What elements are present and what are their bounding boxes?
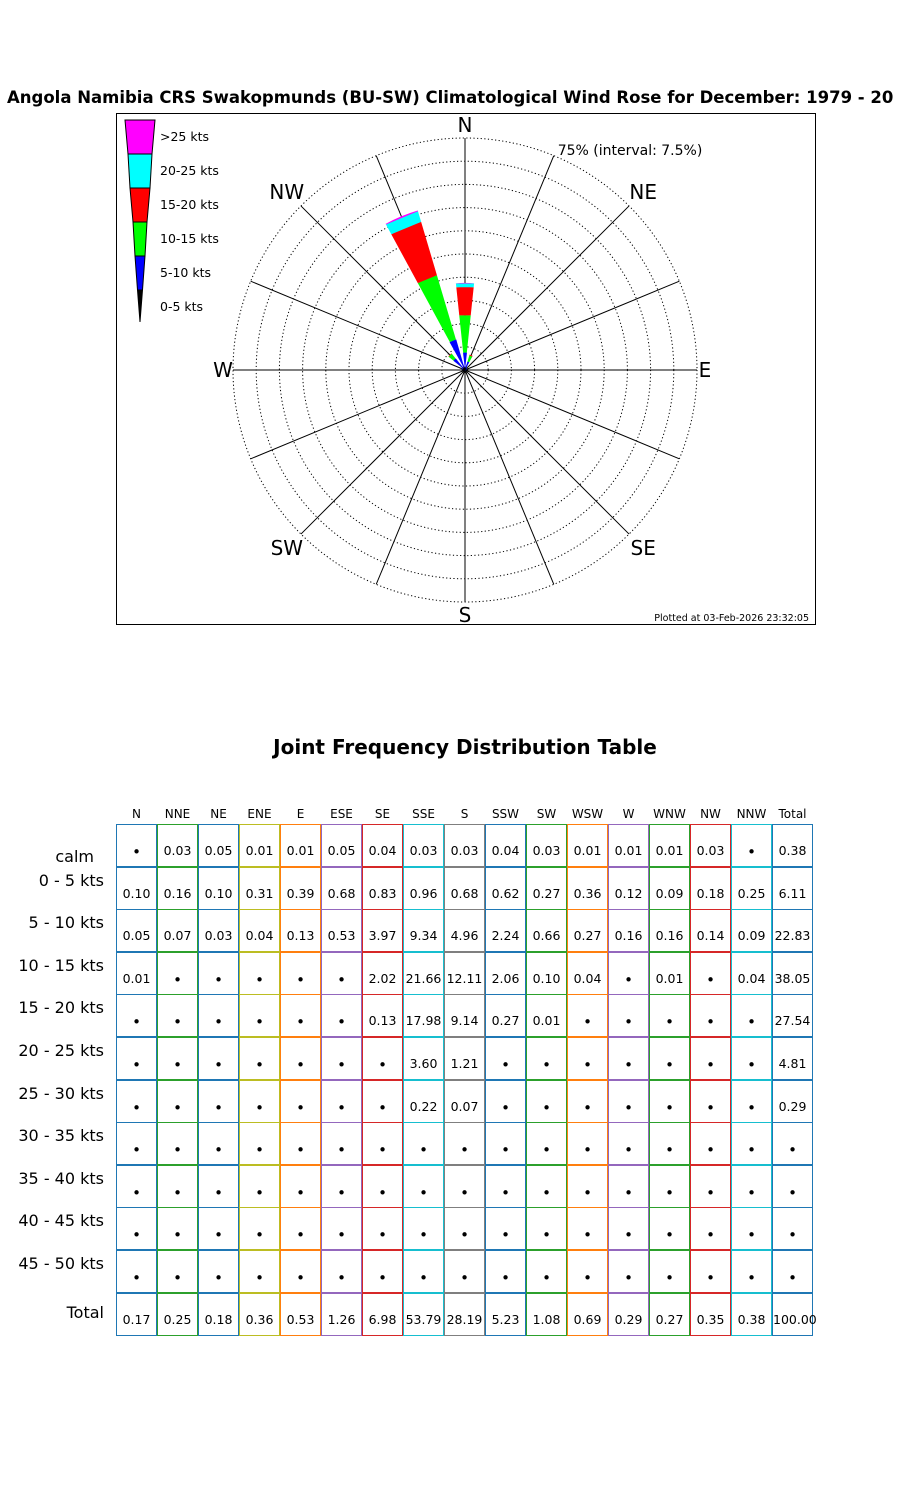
table-cell: • <box>280 1037 321 1080</box>
table-cell: 0.25 <box>157 1293 198 1336</box>
table-cell: • <box>116 1165 157 1208</box>
table-cell: 0.09 <box>731 909 772 952</box>
table-cell: 0.07 <box>157 909 198 952</box>
column-header: WNW <box>653 807 686 821</box>
table-cell: 100.00 <box>772 1293 813 1336</box>
table-cell: • <box>772 1165 813 1208</box>
table-cell: • <box>526 1165 567 1208</box>
table-cell: • <box>321 1250 362 1293</box>
table-cell: • <box>321 1122 362 1165</box>
table-cell: 28.19 <box>444 1293 485 1336</box>
petal-s-bin-3 <box>456 287 473 316</box>
table-cell: • <box>321 994 362 1037</box>
row-label: 40 - 45 kts <box>18 1211 104 1231</box>
column-header: Total <box>778 807 807 821</box>
table-cell: • <box>403 1207 444 1250</box>
table-cell: 3.60 <box>403 1037 444 1080</box>
table-cell: • <box>239 1207 280 1250</box>
wind-rose-chart <box>0 0 900 660</box>
table-cell: 0.18 <box>198 1293 239 1336</box>
table-cell: • <box>198 1165 239 1208</box>
table-cell: • <box>690 952 731 995</box>
legend-label: >25 kts <box>160 129 210 144</box>
table-cell: • <box>239 1037 280 1080</box>
table-cell: 0.31 <box>239 867 280 910</box>
row-label: 20 - 25 kts <box>18 1041 104 1060</box>
plot-timestamp: Plotted at 03-Feb-2026 23:32:05 <box>654 613 809 624</box>
table-cell: • <box>526 1250 567 1293</box>
table-cell: 9.34 <box>403 909 444 952</box>
table-cell: • <box>690 994 731 1037</box>
table-cell: • <box>157 1122 198 1165</box>
table-cell: 0.07 <box>444 1080 485 1123</box>
table-cell: • <box>649 1080 690 1123</box>
table-cell: • <box>280 1250 321 1293</box>
table-cell: 0.16 <box>649 909 690 952</box>
table-cell: • <box>321 952 362 995</box>
column-header: ESE <box>330 807 353 821</box>
table-cell: 0.04 <box>731 952 772 995</box>
table-cell: • <box>198 952 239 995</box>
table-cell: 0.01 <box>649 952 690 995</box>
table-cell: 27.54 <box>772 994 813 1037</box>
column-header: SSW <box>491 807 520 821</box>
table-cell: 0.27 <box>526 867 567 910</box>
petal-s-bin-4 <box>456 283 474 287</box>
row-label: Total <box>66 1302 104 1322</box>
table-cell: • <box>731 1080 772 1123</box>
table-cell: • <box>198 1207 239 1250</box>
table-cell: 0.39 <box>280 867 321 910</box>
table-cell: • <box>321 1207 362 1250</box>
table-cell: • <box>608 1080 649 1123</box>
table-cell: 6.98 <box>362 1293 403 1336</box>
table-cell: • <box>690 1250 731 1293</box>
table-cell: • <box>198 1037 239 1080</box>
table-cell: 0.53 <box>280 1293 321 1336</box>
compass-label-s: S <box>458 603 472 627</box>
table-cell: • <box>444 1250 485 1293</box>
table-cell: 0.96 <box>403 867 444 910</box>
table-cell: • <box>485 1080 526 1123</box>
table-cell: 0.29 <box>772 1080 813 1123</box>
column-header: ENE <box>247 807 272 821</box>
table-cell: 0.68 <box>444 867 485 910</box>
column-header: SSE <box>412 807 435 821</box>
table-cell: • <box>690 1122 731 1165</box>
table-cell: 0.22 <box>403 1080 444 1123</box>
table-cell: • <box>690 1080 731 1123</box>
table-cell: • <box>157 1165 198 1208</box>
table-cell: • <box>280 1080 321 1123</box>
table-cell: 4.81 <box>772 1037 813 1080</box>
table-cell: 0.01 <box>608 824 649 867</box>
table-cell: • <box>444 1207 485 1250</box>
table-cell: 0.68 <box>321 867 362 910</box>
table-cell: • <box>567 1080 608 1123</box>
table-cell: • <box>157 1207 198 1250</box>
table-cell: • <box>362 1165 403 1208</box>
row-label: 30 - 35 kts <box>18 1126 104 1146</box>
table-cell: • <box>157 1080 198 1123</box>
table-cell: • <box>731 1207 772 1250</box>
table-cell: 0.01 <box>239 824 280 867</box>
table-cell: 0.03 <box>403 824 444 867</box>
table-cell: • <box>772 1207 813 1250</box>
table-cell: • <box>731 1122 772 1165</box>
compass-label-e: E <box>698 358 712 382</box>
column-header: NNW <box>736 807 767 821</box>
table-cell: 0.83 <box>362 867 403 910</box>
table-cell: • <box>239 1165 280 1208</box>
table-cell: 0.13 <box>280 909 321 952</box>
table-cell: • <box>116 1207 157 1250</box>
table-cell: • <box>649 1207 690 1250</box>
table-cell: 0.10 <box>198 867 239 910</box>
table-cell: • <box>690 1037 731 1080</box>
legend-label: 20-25 kts <box>160 163 219 178</box>
table-cell: 0.04 <box>485 824 526 867</box>
table-cell: 0.27 <box>649 1293 690 1336</box>
table-cell: • <box>239 1250 280 1293</box>
table-cell: 0.01 <box>567 824 608 867</box>
table-cell: • <box>239 994 280 1037</box>
table-cell: 0.36 <box>567 867 608 910</box>
table-cell: • <box>362 1080 403 1123</box>
table-cell: • <box>280 952 321 995</box>
table-cell: 9.14 <box>444 994 485 1037</box>
table-cell: • <box>567 1207 608 1250</box>
legend-label: 15-20 kts <box>160 197 219 212</box>
table-cell: • <box>567 994 608 1037</box>
table-cell: 0.10 <box>526 952 567 995</box>
row-label: 35 - 40 kts <box>18 1168 104 1188</box>
table-cell: 53.79 <box>403 1293 444 1336</box>
table-cell: • <box>608 1207 649 1250</box>
table-cell: • <box>403 1250 444 1293</box>
table-cell: • <box>280 1122 321 1165</box>
legend-swatch-1 <box>128 154 152 188</box>
table-cell: • <box>444 1165 485 1208</box>
table-cell: • <box>649 1250 690 1293</box>
legend-label: 0-5 kts <box>160 299 204 314</box>
compass-label-n: N <box>457 113 473 137</box>
table-cell: • <box>731 824 772 867</box>
table-cell: • <box>731 1037 772 1080</box>
table-cell: 6.11 <box>772 867 813 910</box>
table-cell: • <box>608 1037 649 1080</box>
table-cell: 2.02 <box>362 952 403 995</box>
compass-label-sw: SW <box>270 536 304 561</box>
row-label: calm <box>55 847 94 866</box>
table-cell: • <box>403 1165 444 1208</box>
table-cell: 0.27 <box>485 994 526 1037</box>
table-cell: 0.29 <box>608 1293 649 1336</box>
table-cell: • <box>116 1250 157 1293</box>
table-cell: • <box>280 1207 321 1250</box>
table-cell: 0.01 <box>526 994 567 1037</box>
table-cell: • <box>690 1207 731 1250</box>
table-cell: • <box>608 1250 649 1293</box>
compass-label-w: W <box>213 358 233 382</box>
table-cell: 3.97 <box>362 909 403 952</box>
table-cell: 1.21 <box>444 1037 485 1080</box>
table-cell: • <box>362 1037 403 1080</box>
table-cell: • <box>608 952 649 995</box>
table-cell: 0.38 <box>772 824 813 867</box>
table-cell: • <box>567 1250 608 1293</box>
column-header: NNE <box>164 807 191 821</box>
table-cell: 0.03 <box>690 824 731 867</box>
row-label: 10 - 15 kts <box>18 955 104 975</box>
table-cell: 0.25 <box>731 867 772 910</box>
legend-swatch-0 <box>125 120 155 154</box>
table-cell: • <box>198 1122 239 1165</box>
row-label: 25 - 30 kts <box>18 1083 104 1103</box>
table-cell: • <box>731 1165 772 1208</box>
table-cell: 0.27 <box>567 909 608 952</box>
row-label: 45 - 50 kts <box>18 1254 104 1273</box>
table-cell: • <box>649 994 690 1037</box>
legend-swatch-2 <box>130 188 150 222</box>
table-cell: 0.12 <box>608 867 649 910</box>
table-cell: 1.26 <box>321 1293 362 1336</box>
table-cell: 22.83 <box>772 909 813 952</box>
table-cell: 0.04 <box>567 952 608 995</box>
table-cell: 21.66 <box>403 952 444 995</box>
table-cell: 0.53 <box>321 909 362 952</box>
table-cell: 0.10 <box>116 867 157 910</box>
table-cell: 0.05 <box>116 909 157 952</box>
table-cell: • <box>321 1037 362 1080</box>
column-header: S <box>460 807 469 821</box>
table-cell: • <box>280 1165 321 1208</box>
row-label: 0 - 5 kts <box>38 870 104 890</box>
table-cell: 0.03 <box>157 824 198 867</box>
table-cell: • <box>321 1080 362 1123</box>
table-cell: 0.35 <box>690 1293 731 1336</box>
ring-scale-label: 75% (interval: 7.5%) <box>557 143 703 159</box>
table-cell: • <box>198 1250 239 1293</box>
column-header: SW <box>536 807 557 821</box>
table-cell: 2.24 <box>485 909 526 952</box>
table-title: Joint Frequency Distribution Table <box>273 735 657 759</box>
table-cell: 0.14 <box>690 909 731 952</box>
table-cell: • <box>485 1165 526 1208</box>
column-header: NW <box>700 807 721 821</box>
column-header: NE <box>210 807 227 821</box>
table-cell: • <box>362 1207 403 1250</box>
table-cell: 0.18 <box>690 867 731 910</box>
table-cell: • <box>157 1250 198 1293</box>
table-cell: • <box>116 1122 157 1165</box>
table-cell: • <box>157 1037 198 1080</box>
table-cell: 0.05 <box>321 824 362 867</box>
table-cell: 0.01 <box>649 824 690 867</box>
table-cell: 0.01 <box>116 952 157 995</box>
legend-label: 10-15 kts <box>160 231 219 246</box>
table-cell: 12.11 <box>444 952 485 995</box>
table-cell: • <box>157 994 198 1037</box>
table-cell: • <box>239 1122 280 1165</box>
table-cell: • <box>526 1080 567 1123</box>
table-cell: 0.05 <box>198 824 239 867</box>
chart-title: Angola Namibia CRS Swakopmunds (BU-SW) Climatological Wind Rose for December: 1979 - 20 <box>7 88 894 107</box>
table-cell: • <box>731 994 772 1037</box>
table-cell: 1.08 <box>526 1293 567 1336</box>
table-cell: • <box>485 1122 526 1165</box>
legend-label: 5-10 kts <box>160 265 211 280</box>
table-cell: 0.13 <box>362 994 403 1037</box>
table-cell: • <box>485 1037 526 1080</box>
table-cell: • <box>239 1080 280 1123</box>
compass-label-se: SE <box>630 536 656 561</box>
table-cell: • <box>567 1122 608 1165</box>
column-header: W <box>622 807 635 821</box>
table-cell: 0.01 <box>280 824 321 867</box>
table-cell: • <box>157 952 198 995</box>
table-cell: • <box>444 1122 485 1165</box>
row-label: 15 - 20 kts <box>18 998 104 1018</box>
table-cell: • <box>526 1122 567 1165</box>
table-cell: • <box>198 994 239 1037</box>
table-cell: 4.96 <box>444 909 485 952</box>
table-cell: • <box>567 1037 608 1080</box>
table-cell: • <box>198 1080 239 1123</box>
compass-label-ne: NE <box>629 179 657 204</box>
table-cell: 17.98 <box>403 994 444 1037</box>
table-cell: 0.62 <box>485 867 526 910</box>
table-cell: 0.38 <box>731 1293 772 1336</box>
table-cell: • <box>485 1250 526 1293</box>
table-cell: • <box>116 824 157 867</box>
table-cell: • <box>731 1250 772 1293</box>
table-cell: • <box>608 1122 649 1165</box>
table-cell: • <box>690 1165 731 1208</box>
table-cell: • <box>362 1250 403 1293</box>
table-cell: • <box>485 1207 526 1250</box>
table-cell: • <box>608 994 649 1037</box>
column-header: WSW <box>571 807 604 821</box>
table-cell: 0.03 <box>444 824 485 867</box>
table-cell: 0.04 <box>362 824 403 867</box>
table-cell: • <box>608 1165 649 1208</box>
table-cell: • <box>321 1165 362 1208</box>
table-cell: • <box>239 952 280 995</box>
table-cell: • <box>772 1122 813 1165</box>
column-header: SE <box>374 807 391 821</box>
table-cell: 0.69 <box>567 1293 608 1336</box>
table-cell: • <box>116 1080 157 1123</box>
table-cell: • <box>649 1037 690 1080</box>
table-cell: • <box>280 994 321 1037</box>
column-header: N <box>132 807 141 821</box>
table-cell: 38.05 <box>772 952 813 995</box>
table-cell: 0.66 <box>526 909 567 952</box>
table-cell: 0.36 <box>239 1293 280 1336</box>
legend-swatch-3 <box>133 222 147 256</box>
table-cell: • <box>362 1122 403 1165</box>
table-cell: • <box>567 1165 608 1208</box>
column-header: E <box>296 807 305 821</box>
table-cell: 0.04 <box>239 909 280 952</box>
compass-label-nw: NW <box>269 179 305 204</box>
table-cell: • <box>649 1165 690 1208</box>
table-cell: 0.09 <box>649 867 690 910</box>
table-cell: • <box>526 1037 567 1080</box>
table-cell: • <box>116 994 157 1037</box>
row-label: 5 - 10 kts <box>28 913 104 933</box>
table-cell: • <box>526 1207 567 1250</box>
table-cell: 2.06 <box>485 952 526 995</box>
table-cell: • <box>649 1122 690 1165</box>
table-cell: • <box>116 1037 157 1080</box>
table-cell: 0.16 <box>157 867 198 910</box>
table-cell: • <box>772 1250 813 1293</box>
table-cell: 0.03 <box>198 909 239 952</box>
table-cell: 0.03 <box>526 824 567 867</box>
table-cell: 0.17 <box>116 1293 157 1336</box>
table-cell: • <box>403 1122 444 1165</box>
table-cell: 5.23 <box>485 1293 526 1336</box>
table-cell: 0.16 <box>608 909 649 952</box>
